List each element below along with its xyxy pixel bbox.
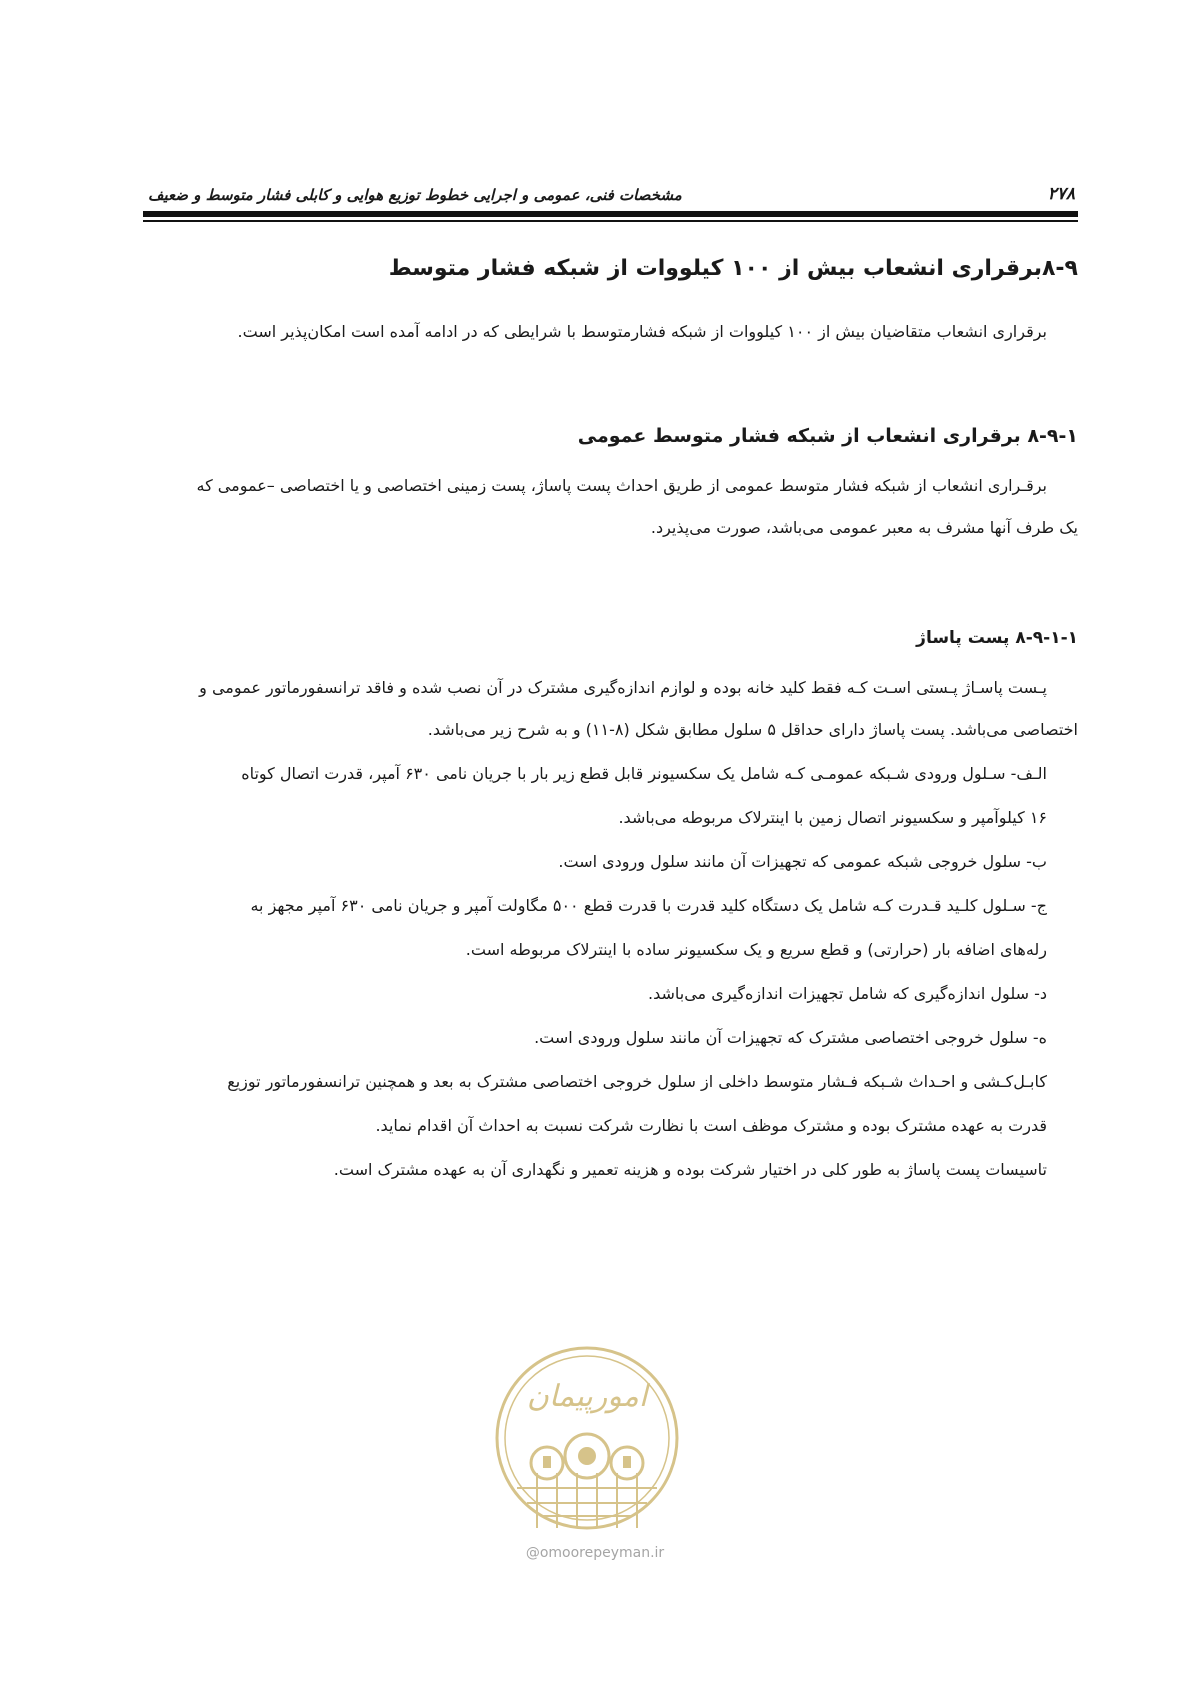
paragraph-8-9: برقراری انشعاب متقاضیان بیش از ۱۰۰ کیلووات از شبکه فشارمتوسط با شرایطی که در ادامه آمده است امکان‌پذیر است.: [237, 322, 1047, 341]
watermark-website: @omoorepeyman.ir: [525, 1545, 665, 1561]
list-item-alef: الـف- سـلول ورودی شـبکه عمومـی کـه شامل یک سکسیونر قابل قطع زیر بار با جریان نامی ۶۳۰ آمپر، قدرت اتصال کوتاه: [241, 764, 1047, 783]
list-item-alef-continued: ۱۶ کیلوآمپر و سکسیونر اتصال زمین با اینترلاک مربوطه می‌باشد.: [618, 808, 1047, 827]
list-item-dal: د- سلول اندازه‌گیری که شامل تجهیزات اندازه‌گیری می‌باشد.: [648, 984, 1047, 1003]
paragraph-line: تاسیسات پست پاساژ به طور کلی در اختیار شرکت بوده و هزینه تعمیر و نگهداری آن به عهده مشترک است.: [333, 1160, 1047, 1179]
page-number: ۲۷۸: [1047, 184, 1075, 204]
paragraph-line: قدرت به عهده مشترک بوده و مشترک موظف است با نظارت شرکت نسبت به احداث آن اقدام نماید.: [375, 1116, 1047, 1135]
header-rule-thin: [143, 220, 1078, 222]
paragraph-line: پـست پاسـاژ پـستی اسـت کـه فقط کلید خانه بوده و لوازم اندازه‌گیری مشترک در آن نصب شده و فاقد ترانسفورماتور عمومی و: [199, 678, 1047, 697]
header-rule-thick: [143, 211, 1078, 217]
section-heading-8-9-1-1: ۸-۹-۱-۱ پست پاساژ: [916, 628, 1078, 648]
running-header: [148, 186, 1075, 212]
list-item-jim: ج- سـلول کلـید قـدرت کـه شامل یک دستگاه کلید قدرت با قدرت قطع ۵۰۰ مگاولت آمپر و جریان نامی ۶۳۰ آمپر مجهز به: [250, 896, 1047, 915]
paragraph-line: اختصاصی می‌باشد. پست پاساژ دارای حداقل ۵ سلول مطابق شکل (۸-۱۱) و به شرح زیر می‌باشد.: [427, 720, 1078, 739]
watermark-logo: [487, 1338, 687, 1538]
paragraph-line: کابـل‌کـشی و احـداث شـبکه فـشار متوسط داخلی از سلول خروجی اختصاصی مشترک به بعد و همچنین ترانسفورماتور توزیع: [227, 1072, 1047, 1091]
list-item-be: ب- سلول خروجی شبکه عمومی که تجهیزات آن مانند سلول ورودی است.: [558, 852, 1047, 871]
paragraph-line: یک طرف آنها مشرف به معبر عمومی می‌باشد، صورت می‌پذیرد.: [650, 518, 1078, 537]
section-heading-8-9-1: ۸-۹-۱ برقراری انشعاب از شبکه فشار متوسط عمومی: [577, 425, 1078, 447]
list-item-jim-continued: رله‌های اضافه بار (حرارتی) و قطع سریع و یک سکسیونر ساده با اینترلاک مربوطه است.: [465, 940, 1047, 959]
running-header-title: مشخصات فنی، عمومی و اجرایی خطوط توزیع هوایی و کابلی فشار متوسط و ضعیف: [148, 186, 682, 204]
list-item-he: ه- سلول خروجی اختصاصی مشترک که تجهیزات آن مانند سلول ورودی است.: [534, 1028, 1047, 1047]
section-heading-8-9: ۸-۹برقراری انشعاب بیش از ۱۰۰ کیلووات از شبکه فشار متوسط: [388, 256, 1078, 281]
paragraph-line: برقـراری انشعاب از شبکه فشار متوسط عمومی از طریق احداث پست پاساژ، پست زمینی اختصاصی و یا اختصاصی –عمومی که: [196, 476, 1047, 495]
watermark-logo-text: امورپیمان: [526, 1379, 648, 1414]
